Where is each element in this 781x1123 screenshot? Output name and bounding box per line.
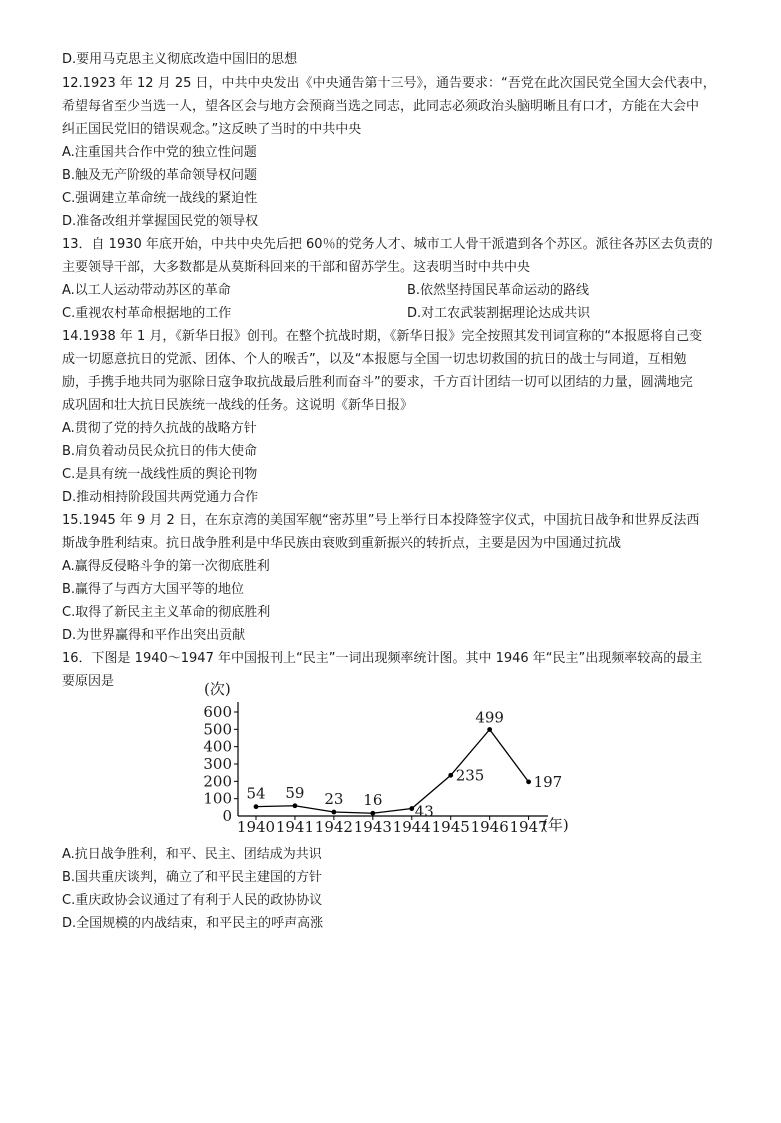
q13-stem-line-2: 主要领导干部，大多数都是从莫斯科回来的干部和留苏学生。这表明当时中共中央 bbox=[62, 260, 531, 275]
data-point bbox=[331, 810, 336, 815]
q15-option-b: B.赢得了与西方大国平等的地位 bbox=[62, 582, 245, 597]
q14-stem-line-1: 14.1938 年 1 月，《新华日报》创刊。在整个抗战时期，《新华日报》完全按照其发刊词宣称的“本报愿将自己变 bbox=[62, 329, 703, 344]
y-tick-label: 100 bbox=[203, 789, 232, 808]
frequency-line-chart bbox=[196, 678, 596, 838]
x-tick-label: 1947 bbox=[509, 818, 548, 836]
chart-svg bbox=[196, 678, 596, 838]
q12-stem-line-1: 12.1923 年 12 月 25 日，中共中央发出《中央通告第十三号》，通告要求：“吾党在此次国民党全国大会代表中， bbox=[62, 76, 716, 91]
q13-option-b: B.依然坚持国民革命运动的路线 bbox=[407, 283, 590, 298]
x-tick-label: 1944 bbox=[392, 818, 431, 836]
y-tick-label: 0 bbox=[222, 807, 232, 825]
q15-stem-line-1: 15.1945 年 9 月 2 日，在东京湾的美国军舰“密苏里”号上举行日本投降签字仪式，中国抗日战争和世界反法西 bbox=[62, 513, 700, 528]
data-label: 54 bbox=[246, 784, 266, 803]
data-point bbox=[254, 804, 259, 809]
data-label: 197 bbox=[533, 772, 563, 791]
y-tick-label: 300 bbox=[203, 755, 232, 773]
data-point bbox=[448, 773, 453, 778]
q16-option-c: C.重庆政协会议通过了有利于人民的政协协议 bbox=[62, 893, 323, 908]
q15-option-a: A.赢得反侵略斗争的第一次彻底胜利 bbox=[62, 559, 270, 574]
x-tick-label: 1942 bbox=[314, 818, 353, 836]
x-tick-label: 1946 bbox=[470, 818, 509, 836]
q16-option-d: D.全国规模的内战结束，和平民主的呼声高涨 bbox=[62, 916, 324, 931]
q14-option-b: B.肩负着动员民众抗日的伟大使命 bbox=[62, 444, 258, 459]
x-tick-label: 1941 bbox=[275, 818, 315, 836]
q15-stem-line-2: 斯战争胜利结束。抗日战争胜利是中华民族由衰败到重新振兴的转折点，主要是因为中国通过抗战 bbox=[62, 536, 622, 551]
x-tick-label: 1945 bbox=[431, 818, 470, 836]
q16-stem-line-1: 16．下图是 1940～1947 年中国报刊上“民主”一词出现频率统计图。其中 1946 年“民主”出现频率较高的最主 bbox=[62, 651, 703, 666]
q16-option-b: B.国共重庆谈判，确立了和平民主建国的方针 bbox=[62, 870, 323, 885]
q14-stem-line-3: 励，手携手地共同为驱除日寇争取抗战最后胜利而奋斗”的要求，千方百计团结一切可以团结的力量，圆满地完 bbox=[62, 375, 693, 390]
q11-option-d: D.要用马克思主义彻底改造中国旧的思想 bbox=[62, 52, 298, 67]
q15-option-d: D.为世界赢得和平作出突出贡献 bbox=[62, 628, 246, 643]
q16-stem-line-2: 要原因是 bbox=[62, 674, 115, 689]
q12-option-d: D.准备改组并掌握国民党的领导权 bbox=[62, 214, 259, 229]
q14-stem-line-4: 成巩固和壮大抗日民族统一战线的任务。这说明《新华日报》 bbox=[62, 398, 414, 413]
data-label: 43 bbox=[414, 802, 434, 821]
y-tick-label: 200 bbox=[203, 772, 232, 791]
data-point bbox=[293, 803, 298, 808]
q15-option-c: C.取得了新民主主义革命的彻底胜利 bbox=[62, 605, 271, 620]
q12-option-c: C.强调建立革命统一战线的紧迫性 bbox=[62, 191, 258, 206]
y-tick-label: 500 bbox=[203, 720, 232, 739]
data-label: 235 bbox=[455, 766, 485, 785]
q13-stem-line-1: 13．自 1930 年底开始，中共中央先后把 60％的党务人才、城市工人骨干派遣到各个苏区。派往各苏区去负责的 bbox=[62, 237, 713, 252]
chart-marks bbox=[246, 709, 562, 821]
data-point bbox=[370, 811, 375, 816]
q13-option-c: C.重视农村革命根据地的工作 bbox=[62, 306, 232, 321]
x-tick-label: 1943 bbox=[353, 818, 392, 836]
x-axis-unit-label: (年) bbox=[542, 816, 569, 834]
q12-option-b: B.触及无产阶级的革命领导权问题 bbox=[62, 168, 258, 183]
q13-option-d: D.对工农武装割据理论达成共识 bbox=[407, 306, 591, 321]
q12-stem-line-2: 希望每省至少当选一人，望各区会与地方会预商当选之同志，此同志必须政治头脑明晰且有口才，方能在大会中 bbox=[62, 99, 700, 114]
q12-stem-line-3: 纠正国民党旧的错误观念。”这反映了当时的中共中央 bbox=[62, 122, 362, 137]
q14-option-c: C.是具有统一战线性质的舆论刊物 bbox=[62, 467, 258, 482]
y-tick-label: 600 bbox=[203, 703, 232, 721]
q13-option-a: A.以工人运动带动苏区的革命 bbox=[62, 283, 231, 298]
data-point bbox=[526, 779, 531, 784]
data-point bbox=[409, 806, 414, 811]
data-label: 23 bbox=[324, 790, 344, 809]
data-point bbox=[487, 727, 492, 732]
data-label: 59 bbox=[285, 783, 305, 802]
q16-option-a: A.抗日战争胜利，和平、民主、团结成为共识 bbox=[62, 847, 322, 862]
data-label: 499 bbox=[475, 708, 504, 727]
q14-stem-line-2: 成一切愿意抗日的党派、团体、个人的喉舌”，以及“本报愿与全国一切忠切救国的抗日的战士与同道，互相勉 bbox=[62, 352, 687, 367]
y-tick-label: 400 bbox=[203, 737, 232, 756]
q14-option-a: A.贯彻了党的持久抗战的战略方针 bbox=[62, 421, 257, 436]
x-tick-label: 1940 bbox=[236, 818, 276, 836]
y-axis-unit-label: (次) bbox=[204, 680, 231, 698]
q12-option-a: A.注重国共合作中党的独立性问题 bbox=[62, 145, 257, 160]
data-label: 16 bbox=[363, 791, 383, 810]
q14-option-d: D.推动相持阶段国共两党通力合作 bbox=[62, 490, 259, 505]
